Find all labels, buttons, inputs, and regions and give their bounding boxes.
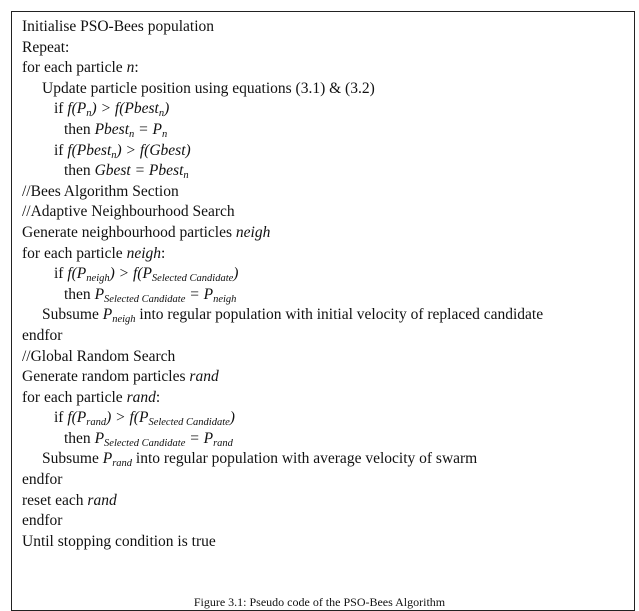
code-line-13: if $f(P_{neigh}) > f(P_{Selected Candidate})$	[54, 265, 239, 285]
code-line-19: for each particle rand:	[22, 388, 161, 406]
code-line-12: for each particle neigh:	[22, 244, 166, 262]
code-line-26: Until stopping condition is true	[22, 532, 216, 550]
pseudocode	[22, 17, 543, 552]
code-line-5: if $f(P_n)$ > f(Pbest$_n$)	[54, 100, 170, 120]
code-line-24: reset each rand	[22, 491, 117, 509]
code-line-15: Subsume $P_{neigh}$ into regular population with initial velocity of replaced candidate	[42, 306, 544, 326]
code-line-25: endfor	[22, 512, 63, 530]
code-line-16: endfor	[22, 326, 63, 344]
code-line-8: then Gbest = Pbest$_n$	[64, 162, 189, 182]
code-line-7: if f(Pbest$_n$) > f(Gbest)	[54, 141, 191, 161]
code-line-1: Initialise PSO-Bees population	[22, 18, 215, 35]
code-line-22: Subsume $P_{rand}$ into regular population with average velocity of swarm	[42, 450, 478, 470]
code-line-21: then $P_{Selected Candidate} = P_{rand}$	[64, 429, 233, 449]
code-line-18: Generate random particles rand	[22, 368, 219, 386]
code-line-10: //Adaptive Neighbourhood Search	[22, 203, 235, 221]
code-line-4: Update particle position using equations (3.1) & (3.2)	[42, 79, 375, 97]
code-line-14: then $P_{Selected Candidate} = P_{neigh}$	[64, 285, 237, 305]
figure-caption: Figure 3.1: Pseudo code of the PSO-Bees Algorithm	[193, 595, 446, 609]
code-line-3: for each particle n:	[22, 59, 139, 77]
code-line-9: //Bees Algorithm Section	[22, 182, 179, 200]
code-line-2: Repeat:	[22, 38, 70, 56]
code-line-6: then Pbest$_n$ = $P_n$	[64, 120, 168, 140]
code-line-11: Generate neighbourhood particles neigh	[22, 223, 271, 241]
code-line-17: //Global Random Search	[22, 347, 176, 365]
code-line-23: endfor	[22, 471, 63, 489]
code-line-20: if $f(P_{rand}) > f(P_{Selected Candidate})$	[54, 409, 235, 429]
